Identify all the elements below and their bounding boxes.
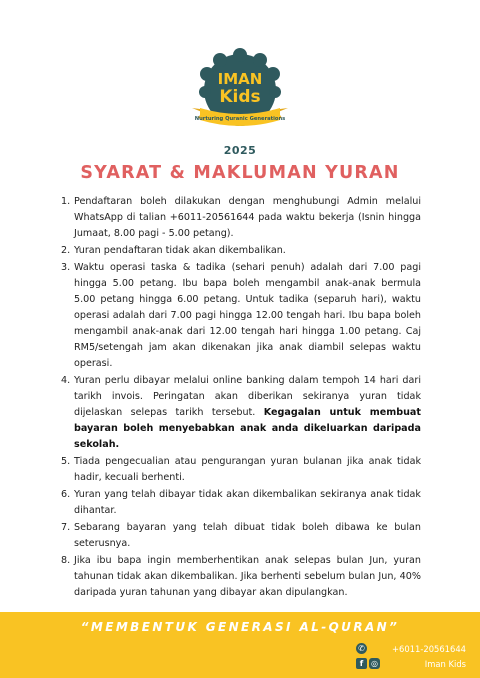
contact-phone[interactable]: +6011-20561644 [392, 644, 466, 654]
logo-brand-line1: IMAN [217, 70, 263, 88]
contact-social-row[interactable] [356, 657, 466, 671]
term-item [63, 243, 421, 259]
iman-kids-logo [188, 46, 292, 138]
term-item [63, 520, 421, 552]
term-text: Jika ibu bapa ingin memberhentikan anak selepas bulan Jun, yuran tahunan tidak akan dikembalikan. Jika berhenti sebelum bulan Jun, 40% daripada yuran tahunan yang dibayar akan dipulangkan. [74, 555, 421, 598]
term-item [63, 487, 421, 519]
whatsapp-icon: ✆ [356, 643, 367, 654]
term-item [63, 454, 421, 486]
contact-phone-row[interactable] [356, 642, 466, 656]
term-number: 3. [61, 262, 71, 273]
term-text: Waktu operasi taska & tadika (sehari penuh) adalah dari 7.00 pagi hingga 5.00 petang. Ibu bapa boleh mengambil anak-anak bermula 5.00 petang hingga 6.00 petang. Untuk tadika (separuh hari), waktu operasi adalah dari 7.00 pagi hingga 12.00 tengah hari. Ibu bapa boleh mengambil anak-anak dari 12.00 tengah hari hingga 1.00 petang. Caj RM5/setengah jam akan dikenakan jika anak diambil selepas waktu operasi. [74, 262, 421, 369]
footer-banner [0, 612, 480, 678]
term-item [63, 553, 421, 601]
year-label: 2025 [223, 144, 257, 157]
term-item [63, 260, 421, 372]
term-text: Tiada pengecualian atau pengurangan yuran bulanan jika anak tidak hadir, kecuali berhenti. [74, 456, 421, 483]
term-number: 2. [61, 245, 71, 256]
term-item [63, 373, 421, 453]
term-number: 1. [61, 196, 71, 207]
term-text: Yuran pendaftaran tidak akan dikembalikan. [74, 245, 286, 256]
terms-list [63, 194, 421, 602]
term-item [63, 194, 421, 242]
term-number: 5. [61, 456, 71, 467]
term-text: Pendaftaran boleh dilakukan dengan menghubungi Admin melalui WhatsApp di talian +6011-20561644 pada waktu bekerja (Isnin hingga Jumaat, 8.00 pagi - 5.00 petang). [74, 196, 421, 239]
term-text: Yuran yang telah dibayar tidak akan dikembalikan sekiranya anak tidak dihantar. [74, 489, 421, 516]
logo-brand-line2: Kids [219, 87, 261, 107]
page-title: SYARAT & MAKLUMAN YURAN [80, 163, 400, 183]
term-number: 4. [61, 375, 71, 386]
contact-social[interactable]: Iman Kids [424, 659, 466, 669]
term-warning: Kegagalan untuk membuat bayaran boleh menyebabkan anak anda dikeluarkan daripada sekolah. [74, 407, 421, 450]
term-text: Sebarang bayaran yang telah dibuat tidak boleh dibawa ke bulan seterusnya. [74, 522, 421, 549]
logo-ribbon-text: Nurturing Quranic Generations [194, 116, 286, 122]
term-number: 7. [61, 522, 71, 533]
term-number: 8. [61, 555, 71, 566]
contact-block [356, 642, 466, 674]
footer-slogan: “MEMBENTUK GENERASI AL-QURAN” [80, 620, 400, 634]
instagram-icon[interactable]: ◎ [369, 658, 380, 669]
facebook-icon[interactable]: f [356, 658, 367, 669]
term-number: 6. [61, 489, 71, 500]
term-text: Yuran perlu dibayar melalui online banking dalam tempoh 14 hari dari tarikh invois. Peringatan akan diberikan sekiranya yuran tidak dijelaskan selepas tarikh tersebut. [74, 375, 421, 418]
